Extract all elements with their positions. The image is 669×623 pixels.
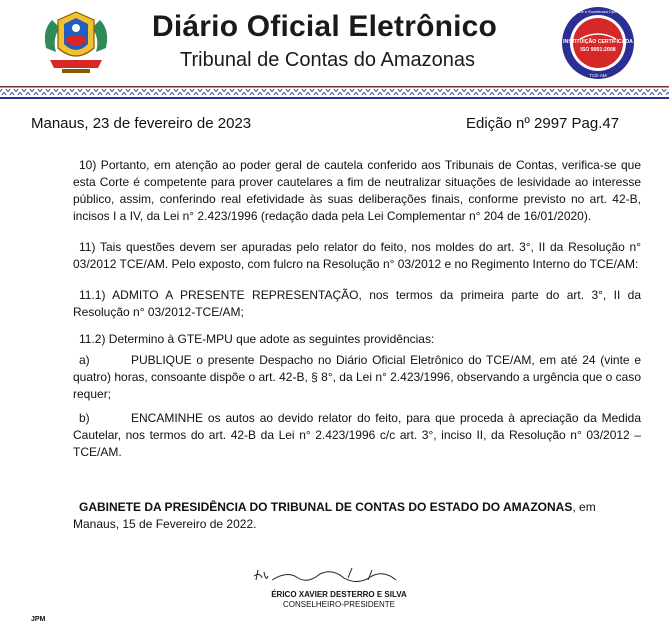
signatory-role: CONSELHEIRO-PRESIDENTE — [282, 600, 396, 609]
seal-iso-text: ISO 9001:2008 — [580, 47, 616, 53]
edition-page: Edição nº 2997 Pag.47 — [466, 115, 620, 132]
list-item-a — [73, 352, 641, 403]
decorative-header-band — [0, 86, 669, 100]
closing-place-date: , em Manaus, 15 de Fevereiro de 2022. — [73, 500, 596, 531]
document-header — [0, 0, 669, 86]
list-item-b-text: ENCAMINHE os autos ao devido relator do feito, para que proceda à apreciação da Medida Cautelar, nos termos do art. 42-B da Lei n° 2.423/1996 c/c art. 3°, inciso II, da Resolução n° 03/2012 – TCE/AM. — [73, 411, 641, 459]
paragraph-11-2: 11.2) Determino à GTE-MPU que adote as seguintes providências: — [79, 332, 435, 346]
list-item-b-marker: b) — [79, 411, 90, 425]
publication-place-date: Manaus, 23 de fevereiro de 2023 — [31, 115, 252, 132]
coat-of-arms-emblem — [38, 8, 114, 78]
certification-seal-icon — [560, 5, 636, 81]
list-item-a-marker: a) — [79, 353, 90, 367]
paragraph-10: 10) Portanto, em atenção ao poder geral de cautela conferido aos Tribunais de Contas, verifica-se que esta Corte é competente para prover cautelares a fim de neutralizar situações de lesividade ao interesse público, assim, conferindo real efetividade às suas deliberações finais, conforme previsto no art. 42-B, incisos I a IV, da Lei n° 2.423/1996 (redação dada pela Lei Complementar n° 204 de 16/01/2020). — [73, 158, 641, 223]
list-item-a-text: PUBLIQUE o presente Despacho no Diário Oficial Eletrônico do TCE/AM, em até 24 (vinte e quatro) horas, consoante dispõe o art. 42-B, § 8°, da Lei n° 2.423/1996, observando a urgência que o caso requer; — [73, 353, 641, 401]
paragraph-11: 11) Tais questões devem ser apuradas pelo relator do feito, nos moldes do art. 3°, II da Resolução n° 03/2012 TCE/AM. Pelo exposto, com fulcro na Resolução n° 03/2012 e no Regimento Interno do TCE/AM: — [73, 240, 641, 271]
seal-bottom-text: TCE-AM — [589, 73, 607, 78]
publication-title: Diário Oficial Eletrônico — [152, 10, 498, 43]
seal-main-text: INSTITUIÇÃO CERTIFICADA — [563, 39, 633, 45]
signatory-name: ÉRICO XAVIER DESTERRO E SILVA — [271, 590, 407, 599]
typist-initials: JPM — [31, 616, 46, 623]
seal-top-text: Qualidade e Excelência Operacional — [565, 9, 631, 14]
publication-subtitle: Tribunal de Contas do Amazonas — [180, 49, 475, 71]
list-item-b — [73, 410, 641, 461]
closing-office-name: GABINETE DA PRESIDÊNCIA DO TRIBUNAL DE CONTAS DO ESTADO DO AMAZONAS — [79, 500, 573, 514]
paragraph-11-1: 11.1) ADMITO A PRESENTE REPRESENTAÇÃO, nos termos da primeira parte do art. 3°, II da Resolução n° 03/2012-TCE/AM; — [73, 288, 641, 319]
closing-paragraph — [73, 499, 641, 533]
